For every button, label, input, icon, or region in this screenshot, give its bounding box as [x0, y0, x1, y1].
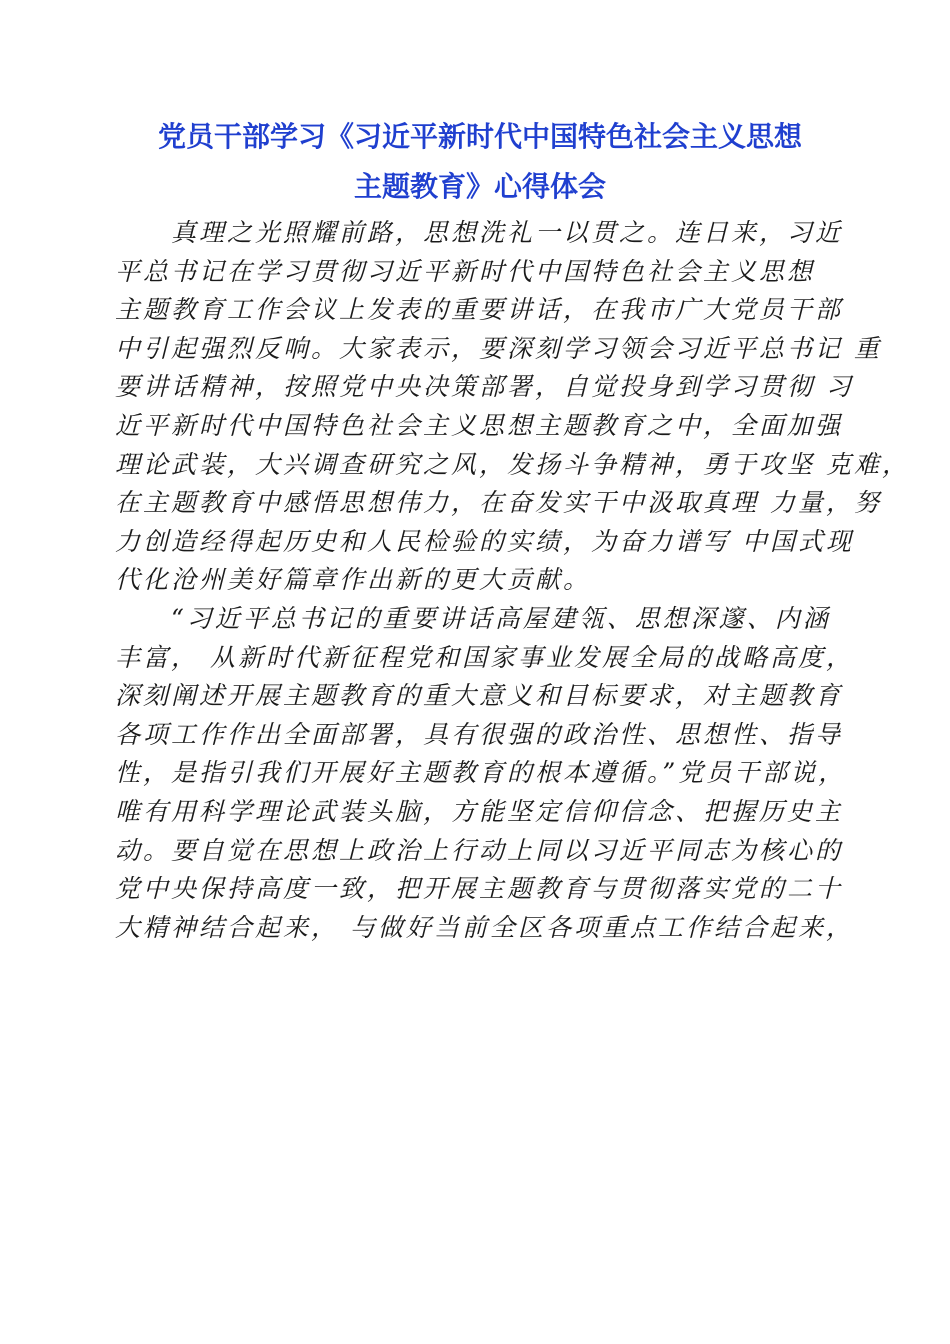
paragraph-2: [115, 600, 854, 947]
text-line: 性，是指引我们开展好主题教育的根本遵循。”党员干部说，: [115, 758, 847, 788]
text-line: 真理之光照耀前路，思想洗礼一以贯之。连日来，习近: [115, 218, 844, 247]
text-line: 主题教育工作会议上发表的重要讲话，在我市广大党员干部: [115, 295, 844, 325]
text-line: 大精神结合起来， 与做好当前全区各项重点工作结合起来，: [115, 912, 854, 942]
text-line: 近平新时代中国特色社会主义思想主题教育之中，全面加强: [115, 410, 844, 440]
text-line: 丰富， 从新时代新征程党和国家事业发展全局的战略高度，: [115, 642, 854, 672]
text-line: 要讲话精神，按照党中央决策部署，自觉投身到学习贯彻 习: [115, 372, 854, 402]
text-line: “习近平总书记的重要讲话高屋建瓴、思想深邃、内涵: [115, 603, 831, 633]
text-line: 唯有用科学理论武装头脑，方能坚定信仰信念、把握历史主: [115, 796, 844, 826]
document-title: [120, 112, 840, 212]
text-line: 平总书记在学习贯彻习近平新时代中国特色社会主义思想: [115, 256, 816, 286]
text-line: 力创造经得起历史和人民检验的实绩，为奋力谱写 中国式现: [115, 526, 854, 556]
text-line: 理论武装，大兴调查研究之风，发扬斗争精神，勇于攻坚 克难，: [115, 449, 910, 479]
text-line: 中引起强烈反响。大家表示，要深刻学习领会习近平总书记 重: [115, 333, 882, 363]
text-line: 在主题教育中感悟思想伟力，在奋发实干中汲取真理 力量，努: [115, 488, 882, 518]
text-line: 动。要自觉在思想上政治上行动上同以习近平同志为核心的: [115, 835, 844, 865]
title-line-2: 主题教育》心得体会: [353, 170, 606, 203]
title-line-1: 党员干部学习《习近平新时代中国特色社会主义思想: [157, 120, 802, 153]
text-line: 党中央保持高度一致，把开展主题教育与贯彻落实党的二十: [115, 874, 844, 904]
text-line: 代化沧州美好篇章作出新的更大贡献。: [115, 565, 592, 595]
text-line: 各项工作作出全面部署，具有很强的政治性、思想性、指导: [115, 719, 844, 749]
text-line: 深刻阐述开展主题教育的重大意义和目标要求，对主题教育: [115, 681, 844, 711]
paragraph-1: [115, 214, 910, 600]
document-body: [115, 214, 910, 947]
